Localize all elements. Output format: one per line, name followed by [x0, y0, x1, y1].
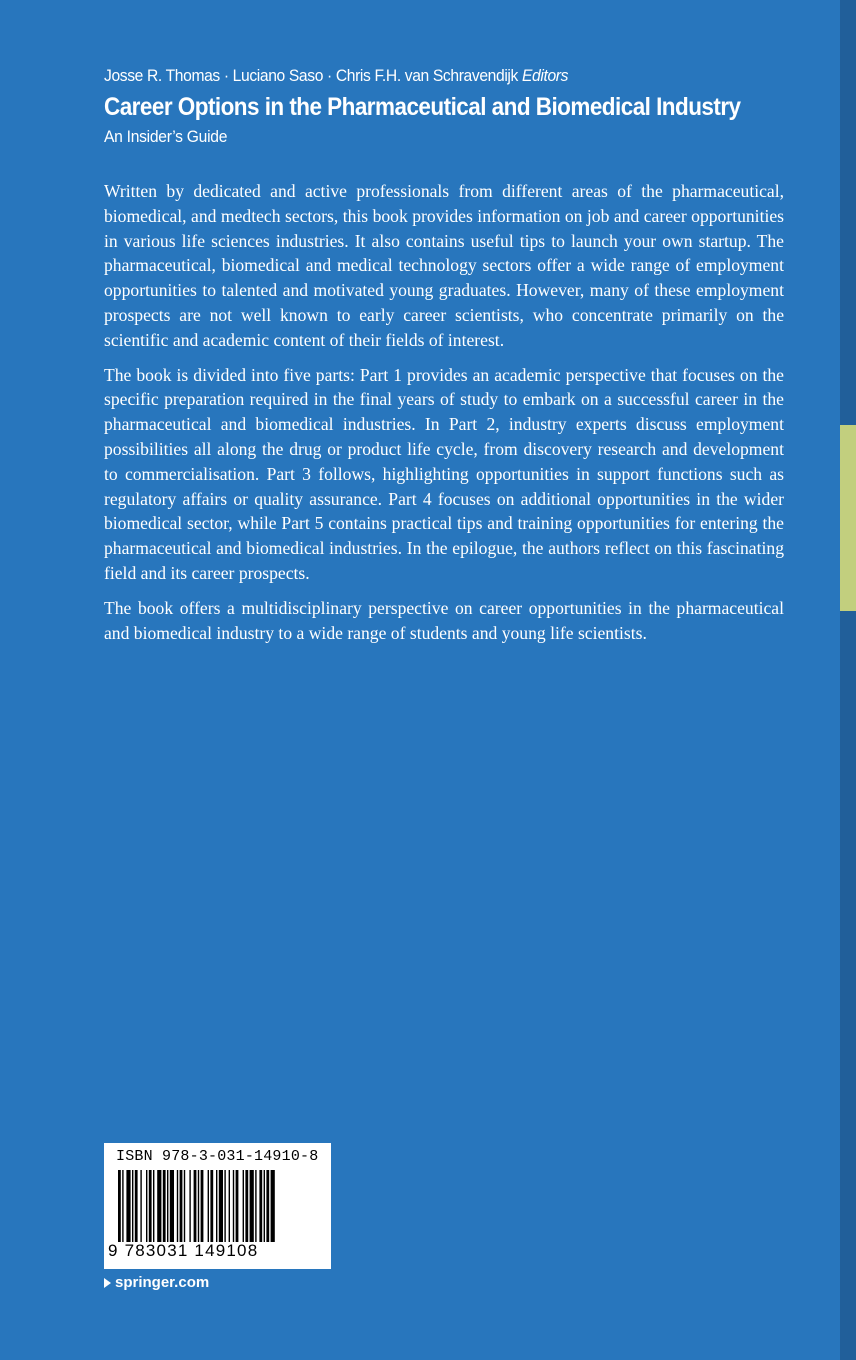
- barcode-bar: [122, 1170, 123, 1242]
- barcode-bar: [208, 1170, 209, 1242]
- barcode-digits: 9 783031 149108: [108, 1241, 259, 1260]
- spine-accent-stripe: [840, 425, 856, 611]
- barcode-bar: [236, 1170, 239, 1242]
- barcode-bar: [259, 1170, 262, 1242]
- barcode-bar: [167, 1170, 168, 1242]
- publisher-link[interactable]: [104, 1274, 209, 1291]
- book-title: Career Options in the Pharmaceutical and Biomedical Industry: [104, 93, 741, 121]
- editors-role: Editors: [521, 66, 569, 85]
- barcode-bar: [233, 1170, 234, 1242]
- barcode-bar: [266, 1170, 269, 1242]
- book-subtitle: An Insider’s Guide: [104, 127, 228, 146]
- blurb-paragraph-1: Written by dedicated and active professionals from different areas of the pharmaceutical, biomedical, and medtech sectors, this book provides information on job and career opportunities in various life sciences industries. It also contains useful tips to launch your own startup. The pharmaceutical, biomedical and medical technology sectors offer a wide range of employment opportunities to talented and motivated young graduates. However, many of these employment prospects are not well known to early career scientists, who concentrate primarily on the scientific and academic content of their fields of interest.: [104, 181, 784, 350]
- barcode-bar: [189, 1170, 190, 1242]
- barcode-bar: [153, 1170, 154, 1242]
- barcode-bar: [271, 1170, 275, 1242]
- editors-line: [104, 64, 748, 88]
- barcode-bars: [118, 1170, 322, 1242]
- barcode-bar: [146, 1170, 147, 1242]
- barcode-bar: [216, 1170, 217, 1242]
- barcode-bar: [126, 1170, 130, 1242]
- barcode-bar: [184, 1170, 185, 1242]
- barcode-bar: [194, 1170, 197, 1242]
- editors-names: Josse R. Thomas · Luciano Saso · Chris F.H. van Schravendijk: [104, 66, 518, 85]
- barcode-bar: [219, 1170, 223, 1242]
- barcode-bar: [118, 1170, 121, 1242]
- arrow-right-icon: [104, 1278, 111, 1288]
- barcode-bar: [135, 1170, 138, 1242]
- cover-header: [104, 64, 804, 150]
- barcode-bar: [201, 1170, 204, 1242]
- barcode-bar: [264, 1170, 265, 1242]
- barcode-bar: [229, 1170, 230, 1242]
- barcode-bar: [157, 1170, 161, 1242]
- barcode-bar: [180, 1170, 183, 1242]
- isbn-label: ISBN 978-3-031-14910-8: [116, 1148, 319, 1165]
- barcode-bar: [163, 1170, 166, 1242]
- blurb: [104, 179, 784, 655]
- barcode-bar: [245, 1170, 248, 1242]
- barcode-bar: [132, 1170, 133, 1242]
- publisher-site: springer.com: [115, 1274, 210, 1291]
- isbn-barcode: [104, 1143, 331, 1269]
- barcode-bar: [198, 1170, 199, 1242]
- barcode-bar: [170, 1170, 174, 1242]
- barcode-bar: [255, 1170, 256, 1242]
- book-spine-edge: [840, 0, 856, 1360]
- blurb-paragraph-3: The book offers a multidisciplinary perspective on career opportunities in the pharmaceutical and biomedical industry to a wide range of students and young life scientists.: [104, 597, 784, 643]
- barcode-bar: [250, 1170, 254, 1242]
- barcode-bar: [210, 1170, 213, 1242]
- barcode-bar: [140, 1170, 141, 1242]
- blurb-paragraph-2: The book is divided into five parts: Part 1 provides an academic perspective that focuses on the specific preparation required in the final years of study to embark on a successful career in the pharmaceutical and biomedical industries. In Part 2, industry experts discuss employment possibilities all along the drug or product life cycle, from discovery research and development to commercialisation. Part 3 follows, highlighting opportunities in support functions such as regulatory affairs or quality assurance. Part 4 focuses on additional opportunities in the wider biomedical sector, while Part 5 contains practical tips and training opportunities for entering the pharmaceutical and biomedical industries. In the epilogue, the authors reflect on this fascinating field and its career prospects.: [104, 364, 784, 583]
- barcode-bar: [243, 1170, 244, 1242]
- barcode-bar: [149, 1170, 152, 1242]
- barcode-bar: [224, 1170, 225, 1242]
- barcode-bar: [177, 1170, 178, 1242]
